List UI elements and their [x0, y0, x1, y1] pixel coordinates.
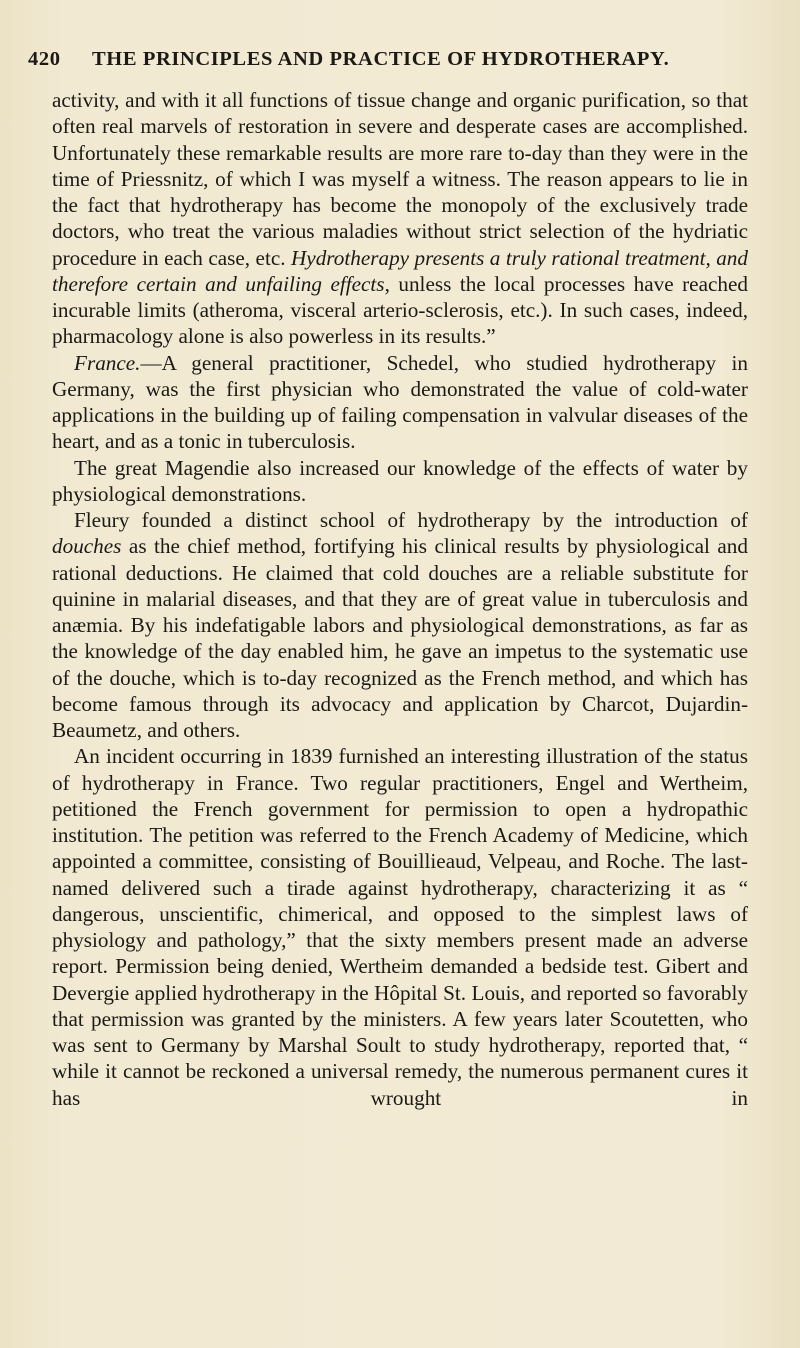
text-run: , unless the local processes have reached incurable limits (atheroma, visceral arterio-sclerosis, etc.). In such cases, indeed, pharmacology alone is also powerless in its results.” [52, 271, 748, 349]
italic-text: France. [74, 350, 141, 375]
running-title: THE PRINCIPLES AND PRACTICE OF HYDROTHERAPY. [92, 48, 670, 70]
body-text [52, 87, 748, 1111]
paragraph [52, 87, 748, 350]
paragraph [52, 507, 748, 743]
italic-text: douches [52, 534, 122, 559]
text-run: The great Magendie also increased our knowledge of the effects of water by physiological demonstrations. [52, 455, 748, 506]
text-run: as the chief method, fortifying his clinical results by physiological and rational deductions. He claimed that cold douches are a reliable substitute for quinine in malarial diseases, and that they are of great value in tuberculosis and anæmia. By his indefatigable labors and physiological demonstrations, as far as the knowledge of the day enabled him, he gave an impetus to the systematic use of the douche, which is to-day recognized as the French method, and which has become famous through its advocacy and application by Charcot, Dujardin-Beaumetz, and others. [52, 534, 748, 742]
running-head [28, 48, 754, 78]
text-run: Fleury founded a distinct school of hydrotherapy by the introduction of [74, 508, 748, 532]
paragraph [52, 455, 748, 508]
text-run: activity, and with it all functions of tissue change and organic purification, so that often real marvels of restoration in severe and desperate cases are accomplished. Unfortunately these remarkable results are more rare to-day than they were in the time of Priessnitz, of which I was myself a witness. The reason appears to lie in the fact that hydrotherapy has become the monopoly of the exclusively trade doctors, who treat the various maladies without strict selection of the hydriatic procedure in each case, etc. [52, 88, 748, 270]
text-run: —A general practitioner, Schedel, who studied hydrotherapy in Germany, was the first physician who demonstrated the value of cold-water applications in the building up of failing compensation in valvular diseases of the heart, and as a tonic in tuberculosis. [52, 350, 748, 454]
text-run: An incident occurring in 1839 furnished an interesting illustration of the status of hydrotherapy in France. Two regular practitioners, Engel and Wertheim, petitioned the French government for permission to open a hydropathic institution. The petition was referred to the French Academy of Medicine, which appointed a committee, consisting of Bouillieaud, Velpeau, and Roche. The last-named delivered such a tirade against hydrotherapy, characterizing it as “ dangerous, unscientific, chimerical, and opposed to the simplest laws of physiology and pathology,” that the sixty members present made an adverse report. Permission being denied, Wertheim demanded a bedside test. Gibert and Devergie applied hydrotherapy in the Hôpital St. Louis, and reported so favorably that permission was granted by the ministers. A few years later Scoutetten, who was sent to Germany by Marshal Soult to study hydrotherapy, reported that, “ while it cannot be reckoned a universal remedy, the numerous permanent cures it has wrought in [52, 744, 748, 1110]
paragraph [52, 350, 748, 455]
page-number: 420 [28, 48, 61, 70]
italic-text: Hydrotherapy presents a truly rational treatment, and therefore certain and unfailing effects [52, 245, 748, 296]
paragraph [52, 743, 748, 1111]
